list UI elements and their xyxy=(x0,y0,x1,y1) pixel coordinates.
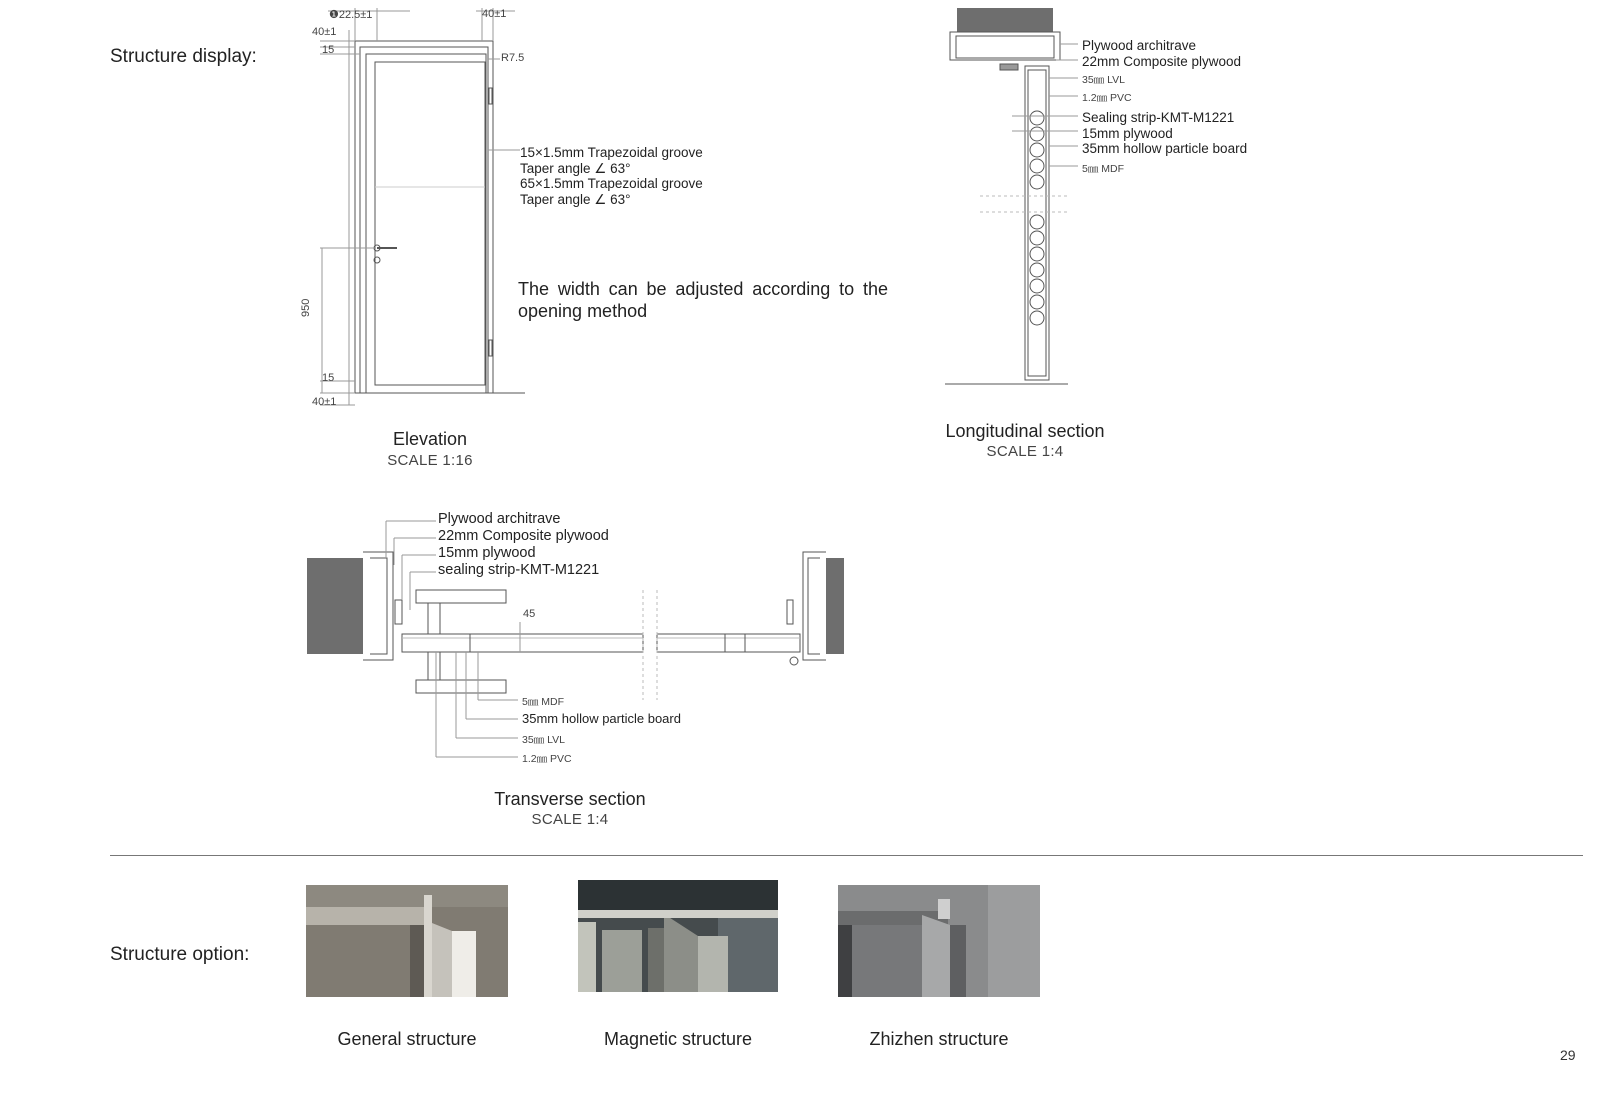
dim-radius: R7.5 xyxy=(501,52,525,64)
elevation-scale: SCALE 1:16 xyxy=(387,452,473,469)
dim-left-top-2: 15 xyxy=(322,44,335,56)
trans-label-architrave: Plywood architrave xyxy=(438,511,561,527)
transverse-top-labels xyxy=(438,511,609,579)
trans-label-plywood: 15mm plywood xyxy=(438,545,536,561)
long-label-architrave: Plywood architrave xyxy=(1082,38,1197,53)
zhizhen-structure-image xyxy=(838,885,1040,997)
long-label-composite: 22mm Composite plywood xyxy=(1082,53,1242,69)
groove-note-4: Taper angle ∠ 63° xyxy=(520,191,631,207)
trans-label-particle: 35mm hollow particle board xyxy=(522,711,681,726)
general-structure-image xyxy=(306,885,508,997)
groove-note-1: 15×1.5mm Trapezoidal groove xyxy=(520,145,703,160)
groove-note-2: Taper angle ∠ 63° xyxy=(520,160,631,176)
width-note: The width can be adjusted according to the opening method xyxy=(518,279,888,321)
option-label-magnetic: Magnetic structure xyxy=(603,1029,753,1049)
trans-label-pvc: 1.2㎜ PVC xyxy=(522,753,572,765)
long-label-lvl: 35㎜ LVL xyxy=(1082,74,1125,86)
long-label-particle: 35mm hollow particle board xyxy=(1082,141,1248,156)
trans-label-composite: 22mm Composite plywood xyxy=(438,528,609,544)
section-divider xyxy=(110,855,1583,856)
trans-label-sealing: sealing strip-KMT-M1221 xyxy=(438,562,600,578)
dim-left-top-1: 40±1 xyxy=(312,26,337,38)
magnetic-structure-image xyxy=(578,880,778,992)
structure-display-label: Structure display: xyxy=(110,46,257,67)
structure-option-label: Structure option: xyxy=(110,944,250,965)
trans-label-lvl: 35㎜ LVL xyxy=(522,734,565,746)
dim-height-950: 950 xyxy=(300,298,312,317)
page-number: 29 xyxy=(1560,1047,1576,1063)
trans-label-mdf: 5㎜ MDF xyxy=(522,696,564,708)
longitudinal-scale: SCALE 1:4 xyxy=(986,443,1064,460)
dim-left-bottom-1: 15 xyxy=(322,372,335,384)
option-label-zhizhen: Zhizhen structure xyxy=(869,1029,1009,1049)
long-label-pvc: 1.2㎜ PVC xyxy=(1082,92,1132,104)
dim-top-right: 40±1 xyxy=(482,8,507,20)
elevation-title: Elevation xyxy=(392,429,468,449)
transverse-scale: SCALE 1:4 xyxy=(531,811,609,828)
dim-left-bottom-2: 40±1 xyxy=(312,396,337,408)
transverse-title: Transverse section xyxy=(494,789,646,809)
option-label-general: General structure xyxy=(337,1029,477,1049)
long-label-mdf: 5㎜ MDF xyxy=(1082,163,1124,175)
longitudinal-title: Longitudinal section xyxy=(945,421,1105,441)
dim-45: 45 xyxy=(523,608,536,620)
groove-note-3: 65×1.5mm Trapezoidal groove xyxy=(520,176,703,191)
dim-top-left: ❶22.5±1 xyxy=(329,9,373,21)
long-label-sealing: Sealing strip-KMT-M1221 xyxy=(1082,110,1235,125)
long-label-plywood: 15mm plywood xyxy=(1082,125,1173,141)
